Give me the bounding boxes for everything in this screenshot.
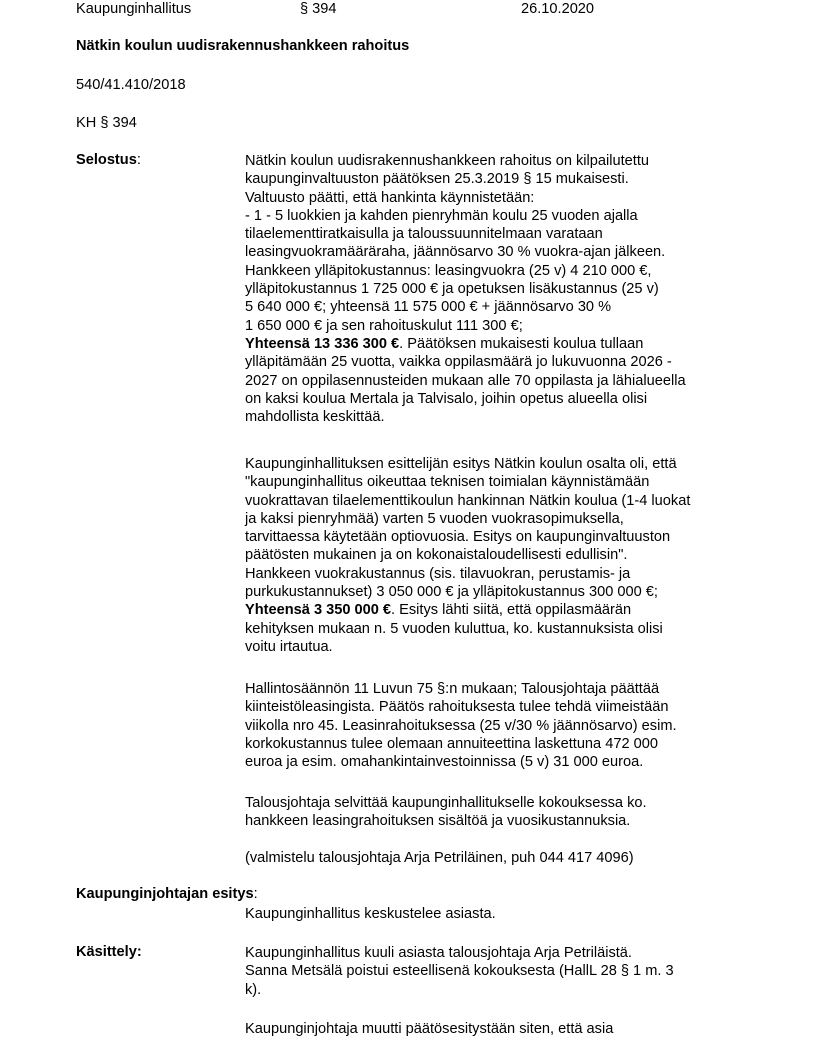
header-body: Kaupunginhallitus: [76, 1, 192, 17]
selostus-label: [76, 152, 141, 168]
kh-reference: KH § 394: [76, 115, 137, 131]
text-line: on kaksi koulua Mertala ja Talvisalo, joihin opetus alueella olisi: [245, 390, 648, 407]
text-line: purkukustannukset) 3 050 000 € ja ylläpitokustannus 300 000 €;: [245, 584, 658, 601]
text-line: voitu irtautua.: [245, 638, 333, 655]
document-title: Nätkin koulun uudisrakennushankkeen rahoitus: [76, 38, 410, 54]
text-line: ylläpitokustannus 1 725 000 € ja opetuksen lisäkustannus (25 v): [245, 281, 659, 298]
text-line: ja kaksi pienryhmää) varten 5 vuoden vuokrasopimuksella,: [245, 510, 624, 527]
text-line: viikolla nro 45. Leasinrahoituksessa (25 v/30 % jäännösarvo) esim.: [245, 717, 677, 734]
text-line: Nätkin koulun uudisrakennushankkeen rahoitus on kilpailutettu: [245, 153, 650, 169]
selostus-paragraph-2: [245, 455, 765, 656]
text-line: Hankkeen ylläpitokustannus: leasingvuokra (25 v) 4 210 000 €,: [245, 262, 652, 279]
text-line: Sanna Metsälä poistui esteellisenä kokouksesta (HallL 28 § 1 m. 3: [245, 963, 674, 980]
text-run: . Päätöksen mukaisesti koulua tullaan: [399, 335, 644, 352]
text-line: korkokustannus tulee olemaan annuiteettina laskettuna 472 000: [245, 735, 658, 752]
selostus-paragraph-4: [245, 794, 765, 831]
text-line: Kaupunginhallitus keskustelee asiasta.: [245, 906, 496, 922]
text-line: kaupunginvaltuuston päätöksen 25.3.2019 § 15 mukaisesti.: [245, 171, 629, 188]
header-date: 26.10.2020: [521, 1, 595, 17]
text-line: 1 650 000 € ja sen rahoituskulut 111 300 €;: [245, 317, 523, 334]
text-line: kiinteistöleasingista. Päätös rahoituksesta tulee tehdä viimeistään: [245, 699, 669, 716]
text-line: 2027 on oppilasennusteiden mukaan alle 70 oppilasta ja lähialueella: [245, 372, 686, 389]
selostus-label-colon: :: [136, 152, 141, 168]
esitys-label-colon: :: [253, 886, 258, 902]
text-line: (valmistelu talousjohtaja Arja Petriläinen, puh 044 417 4096): [245, 850, 634, 866]
text-line: kehityksen mukaan n. 5 vuoden kuluttua, ko. kustannuksista olisi: [245, 620, 663, 637]
kasittely-label: Käsittely:: [76, 944, 142, 960]
text-line: "kaupunginhallitus oikeuttaa teknisen toimialan käynnistämään: [245, 474, 650, 491]
text-line: päätösten mukainen ja on kokonaistaloudellisesti edullisin".: [245, 547, 628, 564]
text-line: vuokrattavan tilaelementtikoulun hankinnan Nätkin koulua (1-4 luokat: [245, 492, 691, 509]
text-line: [245, 335, 765, 353]
kasittely-paragraph-1: [245, 944, 765, 999]
selostus-paragraph-1: [245, 152, 765, 426]
esitys-label-text: Kaupunginjohtajan esitys: [76, 886, 254, 902]
text-line: euroa ja esim. omahankintainvestoinnissa (5 v) 31 000 euroa.: [245, 754, 644, 771]
text-line: Hallintosäännön 11 Luvun 75 §:n mukaan; Talousjohtaja päättää: [245, 681, 660, 697]
preparer-note: [245, 849, 765, 867]
text-line: ylläpitämään 25 vuotta, vaikka oppilasmäärä jo lukuvuonna 2026 -: [245, 354, 672, 371]
total-amount-2: Yhteensä 3 350 000 €: [245, 602, 392, 619]
header-section: § 394: [300, 1, 337, 17]
text-line: k).: [245, 981, 262, 998]
text-line: Valtuusto päätti, että hankinta käynnistetään:: [245, 189, 535, 206]
kasittely-paragraph-2: [245, 1020, 765, 1038]
text-line: Kaupunginhallitus kuuli asiasta talousjohtaja Arja Petriläistä.: [245, 945, 632, 961]
text-line: tarvittaessa käytetään optiovuosia. Esitys on kaupunginvaltuuston: [245, 529, 671, 546]
text-line: tilaelementtiratkaisulla ja taloussuunnitelmaan varataan: [245, 226, 603, 243]
selostus-label-text: Selostus: [76, 152, 137, 168]
text-line: Talousjohtaja selvittää kaupunginhallitukselle kokouksessa ko.: [245, 795, 647, 811]
esitys-text: [245, 905, 765, 923]
text-line: - 1 - 5 luokkien ja kahden pienryhmän koulu 25 vuoden ajalla: [245, 207, 638, 224]
text-line: Hankkeen vuokrakustannus (sis. tilavuokran, perustamis- ja: [245, 565, 631, 582]
text-line: hankkeen leasingrahoituksen sisältöä ja vuosikustannuksia.: [245, 813, 631, 830]
esitys-label: [76, 886, 258, 902]
total-amount-1: Yhteensä 13 336 300 €: [245, 335, 400, 352]
text-line: 5 640 000 €; yhteensä 11 575 000 € + jäännösarvo 30 %: [245, 299, 612, 316]
selostus-paragraph-3: [245, 680, 765, 771]
text-line: mahdollista keskittää.: [245, 409, 385, 426]
text-line: Kaupunginjohtaja muutti päätösesitystään siten, että asia: [245, 1021, 614, 1037]
record-id: 540/41.410/2018: [76, 77, 186, 93]
text-line: [245, 601, 765, 619]
text-line: Kaupunginhallituksen esittelijän esitys Nätkin koulun osalta oli, että: [245, 456, 677, 472]
text-run: . Esitys lähti siitä, että oppilasmäärän: [391, 602, 632, 619]
text-line: leasingvuokramääräraha, jäännösarvo 30 % vuokra-ajan jälkeen.: [245, 244, 666, 261]
